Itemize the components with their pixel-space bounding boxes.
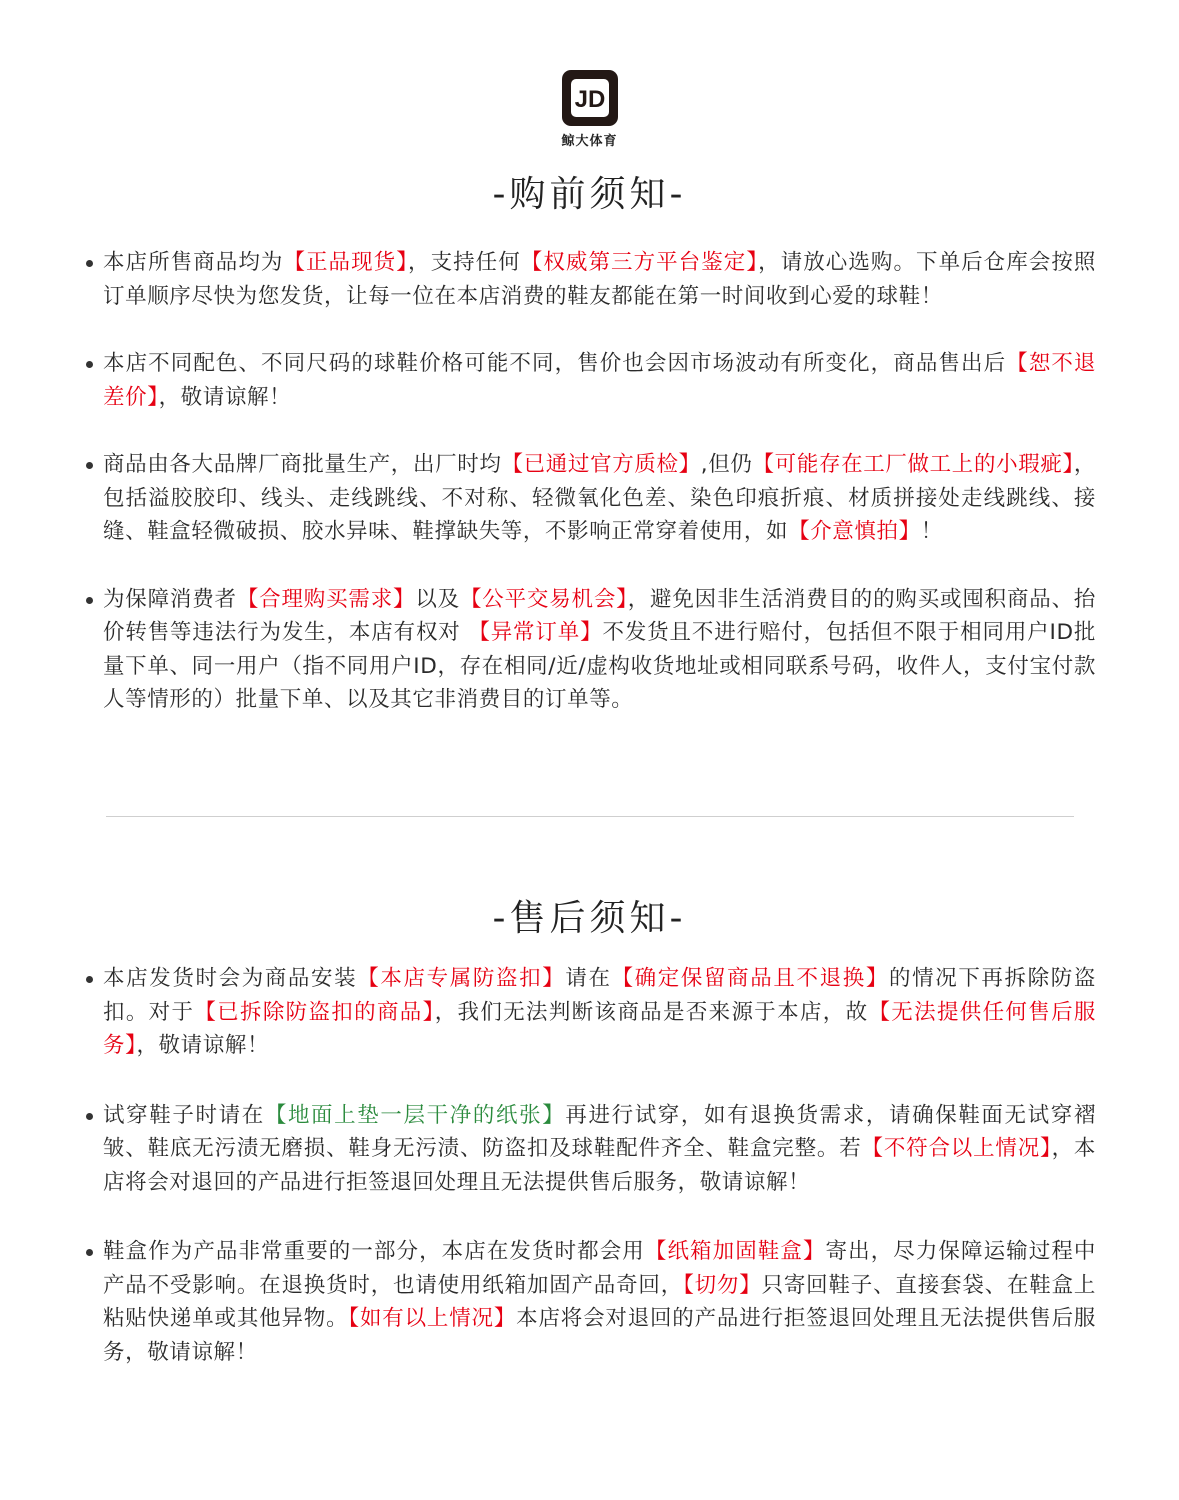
notice-text: 寄出，尽力保障运输过程中产品不受影响。在退换货时，也请使用纸箱加固产品奇回， (103, 1239, 1096, 1298)
jd-logo-mark (568, 76, 612, 120)
notice-item (84, 246, 1096, 313)
notice-text: 的情况下再拆除防盗扣。对于 (103, 966, 1096, 1025)
notice-text: ，本店将会对退回的产品进行拒签退回处理且无法提供售后服务，敬请谅解！ (103, 1136, 1097, 1195)
highlight-text: 【本店专属防盗扣】 (357, 966, 566, 991)
notice-text: 试穿鞋子时请在 (103, 1102, 265, 1128)
notice-text: ，敬请谅解！ (136, 1033, 270, 1058)
notice-item (84, 583, 1096, 717)
notice-text: ，我们无法判断该商品是否来源于本店，故 (434, 999, 869, 1025)
logo-text: JD (574, 86, 606, 113)
jd-logo-icon (562, 70, 618, 126)
notice-text: 本店所售商品均为 (103, 250, 284, 275)
notice-text: 只寄回鞋子、直接套袋、在鞋盒上粘贴快递单或其他异物。 (103, 1272, 1096, 1331)
highlight-text: 【地面上垫一层干净的纸张】 (264, 1102, 566, 1128)
section-title-after-sales: -售后须知- (492, 898, 687, 939)
notice-text: 以及 (415, 586, 460, 612)
notice-text: 再进行试穿，如有退换货需求，请确保鞋面无试穿褶皱、鞋底无污渍无磨损、鞋身无污渍、防盗扣及球鞋配件齐全、鞋盒完整。若 (103, 1102, 1096, 1161)
notice-text: 本店不同配色、不同尺码的球鞋价格可能不同，售价也会因市场波动有所变化，商品售出后 (103, 351, 1007, 376)
highlight-text: 【不符合以上情况】 (861, 1136, 1052, 1161)
notice-text: 商品由各大品牌厂商批量生产，出厂时均 (103, 452, 502, 477)
highlight-text: 【权威第三方平台鉴定】 (520, 250, 759, 275)
notice-text: 鞋盒作为产品非常重要的一部分，本店在发货时都会用 (103, 1239, 645, 1264)
highlight-text: 【已拆除防盗扣的商品】 (194, 999, 435, 1025)
notice-text: ，包括溢胶胶印、线头、走线跳线、不对称、轻微氧化色差、染色印痕折痕、材质拼接处走线跳线、接缝、鞋盒轻微破损、胶水异味、鞋撑缺失等，不影响正常穿着使用，如 (103, 452, 1096, 544)
notice-item (84, 448, 1096, 549)
notice-text: ，敬请谅解！ (158, 384, 292, 410)
highlight-text: 【异常订单】 (468, 620, 603, 645)
highlight-text: 【公平交易机会】 (459, 586, 628, 612)
pre-purchase-notes (84, 246, 1096, 717)
notice-text: ，支持任何 (408, 250, 521, 275)
notice-text: ！ (920, 519, 943, 544)
section-title-pre-purchase: -购前须知- (492, 174, 687, 215)
highlight-text: 【正品现货】 (283, 250, 409, 275)
notice-text: 不发货且不进行赔付，包括但不限于相同用户ID批量下单、同一用户（指不同用户ID，存在相同/近/虚构收货地址或相同联系号码，收件人，支付宝付款人等情形的）批量下单、以及其它非消费目的订单等。 (103, 620, 1096, 712)
notice-text: ,但仍 (700, 452, 753, 477)
highlight-text: 【纸箱加固鞋盒】 (644, 1239, 826, 1264)
highlight-text: 【如有以上情况】 (348, 1306, 517, 1331)
highlight-text: 【恕不退差价】 (103, 351, 1096, 410)
notice-item (84, 1099, 1096, 1200)
highlight-text: 【确定保留商品且不退换】 (611, 966, 889, 991)
highlight-text: 【介意慎拍】 (788, 519, 921, 544)
after-sales-notes (84, 962, 1096, 1369)
notice-text: 本店将会对退回的产品进行拒签退回处理且无法提供售后服务，敬请谅解！ (103, 1306, 1096, 1365)
notice-item (84, 962, 1096, 1063)
notice-item (84, 347, 1096, 414)
brand-name: 鲸大体育 (561, 134, 618, 149)
highlight-text: 【已通过官方质检】 (501, 452, 701, 477)
notice-text: ，请放心选购。下单后仓库会按照订单顺序尽快为您发货，让每一位在本店消费的鞋友都能在第一时间收到心爱的球鞋！ (103, 250, 1096, 309)
highlight-text: 【合理购买需求】 (236, 586, 416, 612)
notice-text: 本店发货时会为商品安装 (103, 966, 358, 991)
highlight-text: 【无法提供任何售后服务】 (103, 999, 1097, 1058)
highlight-text: 【可能存在工厂做工上的小瑕疵】 (752, 452, 1074, 477)
notice-text: 请在 (565, 966, 612, 991)
notice-item (84, 1235, 1096, 1369)
highlight-text: 【切勿】 (683, 1272, 762, 1298)
notice-text: ，避免因非生活消费目的的购买或囤积商品、抬价转售等违法行为发生，本店有权对 (103, 586, 1096, 645)
section-divider (106, 816, 1074, 817)
notice-text: 为保障消费者 (103, 586, 237, 612)
